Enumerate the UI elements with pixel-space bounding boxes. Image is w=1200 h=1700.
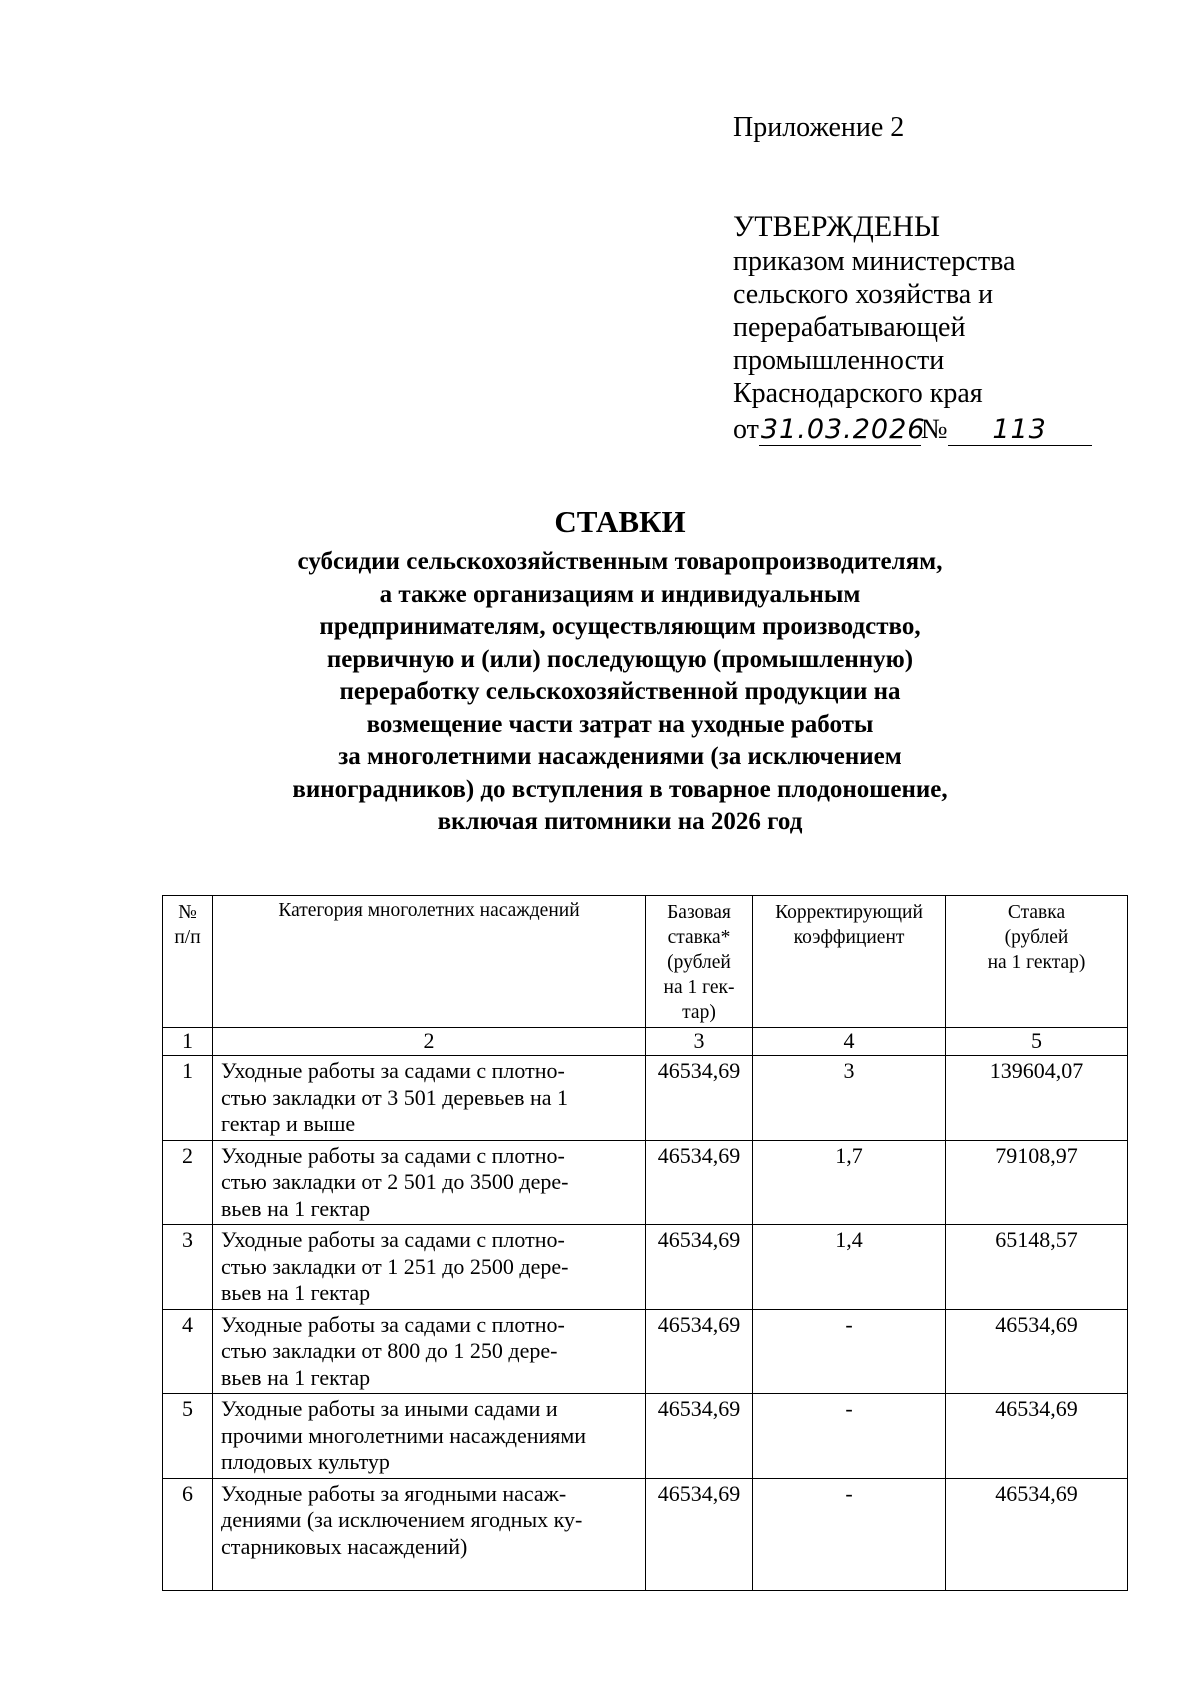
row-category: Уходные работы за садами с плотно- стью закладки от 3 501 деревьев на 1 гектар и выше (213, 1056, 646, 1141)
row-number: 1 (163, 1056, 213, 1141)
row-base-rate: 46534,69 (646, 1225, 753, 1310)
row-base-rate: 46534,69 (646, 1309, 753, 1394)
approval-line: промышленности (733, 345, 945, 376)
title-line: виноградников) до вступления в товарное плодоношение, (292, 775, 948, 803)
row-category: Уходные работы за иными садами и прочими многолетними насаждениями плодовых культур (213, 1394, 646, 1479)
from-label: от (733, 414, 759, 445)
row-rate: 139604,07 (946, 1056, 1128, 1141)
row-number: 2 (163, 1140, 213, 1225)
row-rate: 79108,97 (946, 1140, 1128, 1225)
row-rate: 46534,69 (946, 1394, 1128, 1479)
approval-line: Краснодарского края (733, 378, 983, 409)
column-number: 1 (163, 1028, 213, 1056)
approval-block (733, 210, 1092, 446)
appendix-label: Приложение 2 (733, 112, 905, 143)
header-base-rate: Базовая ставка* (рублей на 1 гек- тар) (646, 896, 753, 1028)
column-number: 2 (213, 1028, 646, 1056)
title-line: субсидии сельскохозяйственным товаропроизводителям, (297, 548, 943, 575)
column-numbers-row (163, 1028, 1128, 1056)
row-category: Уходные работы за садами с плотно- стью закладки от 2 501 до 3500 дере- вьев на 1 гектар (213, 1140, 646, 1225)
table-row (163, 1394, 1128, 1479)
rates-table (162, 895, 1128, 1591)
order-reference (733, 410, 1092, 446)
document-title (120, 502, 1120, 839)
row-number: 5 (163, 1394, 213, 1479)
table-row (163, 1225, 1128, 1310)
row-rate: 46534,69 (946, 1478, 1128, 1590)
order-number: 113 (948, 415, 1092, 446)
title-line: первичную и (или) последующую (промышленную) (326, 645, 914, 673)
table-row (163, 1056, 1128, 1141)
row-category: Уходные работы за садами с плотно- стью закладки от 800 до 1 250 дере- вьев на 1 гектар (213, 1309, 646, 1394)
title-line: возмещение части затрат на уходные работы (366, 710, 874, 738)
row-base-rate: 46534,69 (646, 1394, 753, 1479)
title-line: а также организациям и индивидуальным (379, 580, 861, 608)
approval-heading: УТВЕРЖДЕНЫ (733, 210, 941, 243)
number-label: № (920, 414, 948, 445)
column-number: 4 (753, 1028, 946, 1056)
table-header-row (163, 896, 1128, 1028)
row-base-rate: 46534,69 (646, 1478, 753, 1590)
column-number: 5 (946, 1028, 1128, 1056)
table-row (163, 1140, 1128, 1225)
row-coefficient: - (753, 1394, 946, 1479)
order-date: 31.03.2026 (760, 414, 926, 445)
table-row (163, 1478, 1128, 1590)
row-coefficient: - (753, 1478, 946, 1590)
row-category: Уходные работы за садами с плотно- стью закладки от 1 251 до 2500 дере- вьев на 1 гектар (213, 1225, 646, 1310)
approval-line: перерабатывающей (733, 312, 966, 343)
row-coefficient: 1,4 (753, 1225, 946, 1310)
header-coefficient: Корректирующий коэффициент (753, 896, 946, 1028)
table-row (163, 1309, 1128, 1394)
row-coefficient: - (753, 1309, 946, 1394)
row-base-rate: 46534,69 (646, 1140, 753, 1225)
row-number: 3 (163, 1225, 213, 1310)
header-category: Категория многолетних насаждений (213, 896, 646, 1028)
title-line: переработку сельскохозяйственной продукции на (339, 678, 901, 705)
title-subtitle (120, 546, 1120, 839)
row-number: 4 (163, 1309, 213, 1394)
row-category: Уходные работы за ягодными насаж- дениями (за исключением ягодных ку- старниковых насаждений) (213, 1478, 646, 1590)
row-coefficient: 1,7 (753, 1140, 946, 1225)
approval-line: приказом министерства (733, 246, 1016, 277)
title-line: предпринимателям, осуществляющим производство, (319, 613, 921, 640)
row-coefficient: 3 (753, 1056, 946, 1141)
row-rate: 65148,57 (946, 1225, 1128, 1310)
title-line: за многолетними насаждениями (за исключением (338, 743, 902, 770)
row-number: 6 (163, 1478, 213, 1590)
title-line: включая питомники на 2026 год (437, 808, 803, 835)
row-rate: 46534,69 (946, 1309, 1128, 1394)
title-main: СТАВКИ (554, 504, 686, 539)
header-no: № п/п (163, 896, 213, 1028)
header-rate: Ставка (рублей на 1 гектар) (946, 896, 1128, 1028)
approval-line: сельского хозяйства и (733, 279, 994, 310)
column-number: 3 (646, 1028, 753, 1056)
row-base-rate: 46534,69 (646, 1056, 753, 1141)
